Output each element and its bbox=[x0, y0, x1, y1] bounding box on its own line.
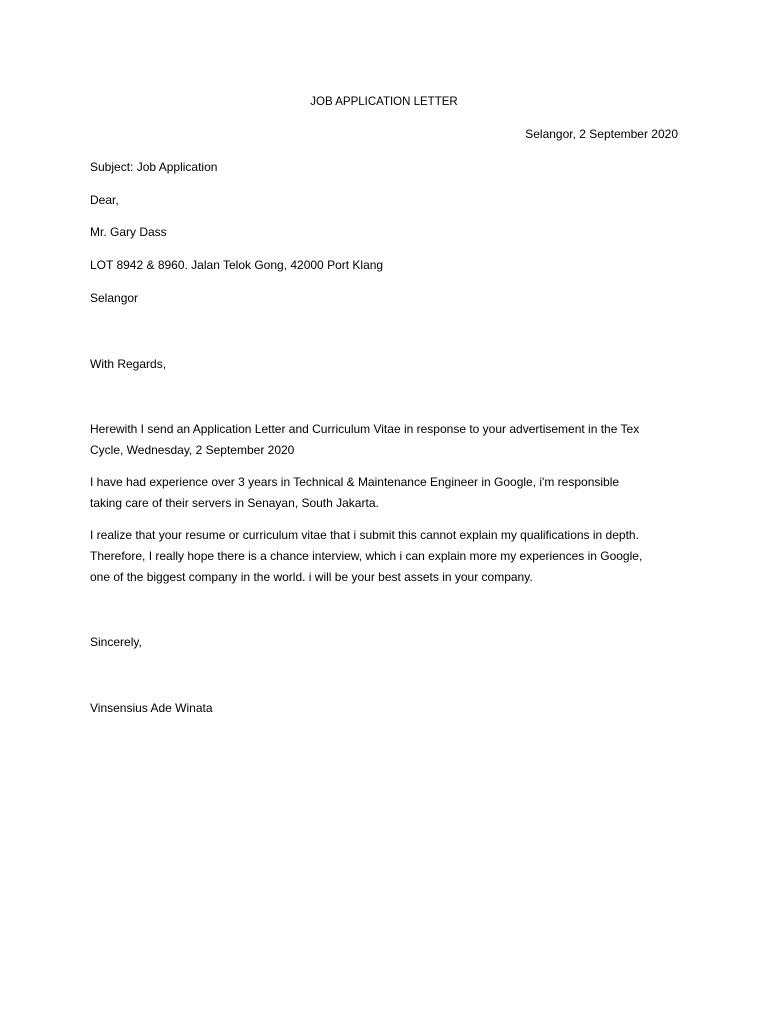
letter-date: Selangor, 2 September 2020 bbox=[525, 127, 678, 141]
paragraph-line: taking care of their servers in Senayan, South Jakarta. bbox=[90, 496, 379, 510]
paragraph-line: Cycle, Wednesday, 2 September 2020 bbox=[90, 443, 295, 457]
recipient-name: Mr. Gary Dass bbox=[90, 225, 167, 239]
paragraph-line: one of the biggest company in the world. i will be your best assets in your company. bbox=[90, 570, 533, 584]
body-paragraph-1 bbox=[90, 419, 682, 461]
letter-subject: Subject: Job Application bbox=[90, 160, 218, 174]
paragraph-line: I have had experience over 3 years in Technical & Maintenance Engineer in Google, i'm responsible bbox=[90, 475, 620, 489]
paragraph-line: I realize that your resume or curriculum vitae that i submit this cannot explain my qualifications in depth. bbox=[90, 528, 639, 542]
letter-closing: Sincerely, bbox=[90, 635, 142, 649]
recipient-city: Selangor bbox=[90, 291, 139, 305]
letter-greeting: Dear, bbox=[90, 193, 119, 207]
signature-name: Vinsensius Ade Winata bbox=[90, 701, 213, 715]
body-paragraph-2 bbox=[90, 472, 682, 514]
letter-title: JOB APPLICATION LETTER bbox=[310, 96, 458, 108]
letter-opening: With Regards, bbox=[90, 357, 167, 371]
body-paragraph-3 bbox=[90, 525, 682, 588]
paragraph-line: Herewith I send an Application Letter and Curriculum Vitae in response to your advertisement in the Tex bbox=[90, 422, 640, 436]
recipient-address: LOT 8942 & 8960. Jalan Telok Gong, 42000 Port Klang bbox=[90, 258, 384, 272]
paragraph-line: Therefore, I really hope there is a chance interview, which i can explain more my experiences in Google, bbox=[90, 549, 643, 563]
